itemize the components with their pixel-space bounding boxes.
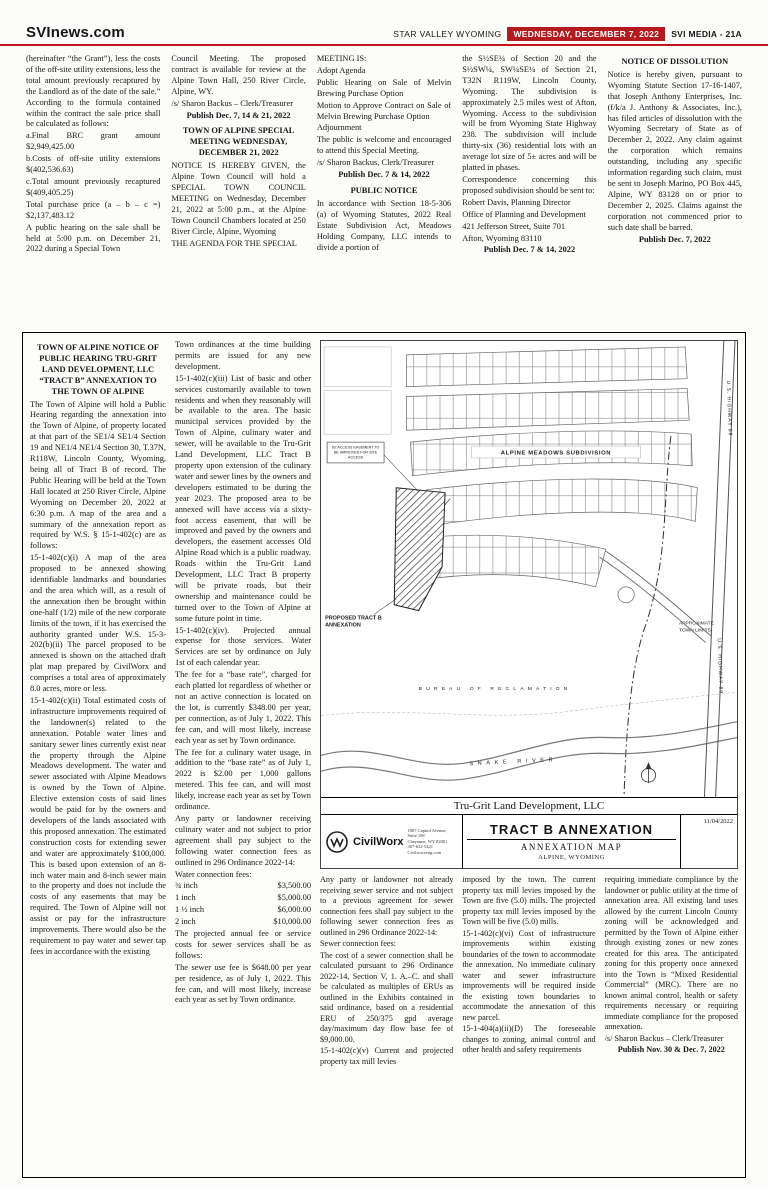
- paragraph: Robert Davis, Planning Director: [462, 197, 571, 207]
- snake-river-label: SNAKE RIVER: [469, 756, 558, 768]
- civilworx-address: [408, 828, 448, 856]
- annexation-right-area: [320, 340, 738, 1170]
- paragraph: Total purchase price (a – b – c =) $2,137,483.12: [26, 199, 161, 220]
- plat-map-svg: [321, 341, 737, 797]
- paragraph: NOTICE IS HEREBY GIVEN, the Alpine Town Council will hold a SPECIAL TOWN COUNCIL MEETING on Wednesday, December 21, 2022 at 5:00 p.m., at the Alpine Town Council Chambers located at 250 River Circle, Alpine, Wyoming: [171, 161, 306, 236]
- paragraph: Water connection fees:: [175, 869, 252, 879]
- cul-de-sac: [618, 587, 634, 603]
- paragraph: Public Hearing on Sale of Melvin Brewing Purchase Option: [316, 77, 452, 98]
- svg-text:60' ACCESS EASEMENT TO: 60' ACCESS EASEMENT TO: [331, 445, 380, 450]
- paragraph: 1807 Capitol Avenue,: [407, 827, 447, 833]
- context-parcels: [324, 347, 391, 434]
- map-sheet-title: TRACT B ANNEXATION: [467, 822, 676, 840]
- fee-row: ¾ inch $3,500.00: [175, 881, 311, 891]
- paragraph: MEETING IS:: [316, 54, 367, 63]
- notice-column-5: [608, 54, 742, 326]
- paragraph: 15-1-402(c)(i) A map of the area proposed to be annexed showing identifiable landmarks and boundaries and the area which will, as a result of the annexation then be brought within one-half (1/2) mile of the new corporate limits of the town, if it has exercised the authority granted under W.S. 15-3-202(b)(ii) The parcel proposed to be annexed is shown on the attached draft plat map prepared by CivilWorx and comprises a total area of approximately 8.0 acres, more or less.: [30, 553, 166, 694]
- site-name[interactable]: SVInews.com: [26, 24, 125, 41]
- civilworx-block: [321, 815, 463, 868]
- paragraph: Sewer connection fees:: [320, 939, 396, 948]
- paragraph: Council Meeting. The proposed contract is available for review at the Alpine Town Hall, 250 River Circle, Alpine, WY.: [171, 54, 306, 96]
- paragraph: Correspondence concerning this proposed subdivision should be sent to:: [462, 174, 597, 195]
- masthead-region: STAR VALLEY WYOMING: [393, 29, 502, 39]
- paragraph: 421 Jefferson Street, Suite 701: [462, 221, 566, 231]
- paragraph: The public is welcome and encouraged to attend this Special Meeting.: [316, 135, 452, 156]
- notice-heading: NOTICE OF DISSOLUTION: [621, 57, 729, 66]
- annexation-column-5: [605, 875, 738, 1170]
- notice-column-1: [26, 54, 160, 326]
- north-arrow-icon: [641, 762, 655, 783]
- tract-b-parcel: [394, 488, 445, 611]
- annexation-column-3: [320, 875, 453, 1170]
- paragraph: 15-1-404(a)(ii)(D) The foreseeable changes to zoning, animal control and other health and safety requirements: [462, 1024, 596, 1054]
- paragraph: Suite 108: [407, 833, 425, 839]
- masthead-right: [393, 27, 742, 41]
- fee-row: 2 inch $10,000.00: [175, 917, 311, 927]
- notice-heading: PUBLIC NOTICE: [350, 185, 418, 195]
- paragraph: 15-1-402(c)(ii) Total estimated costs of infrastructure improvements required of the landowner(s) related to the annexation. Potable water lines and sanitary sewer lines currently exist near the property through the Alpine Meadows development. The water and sewer associated with Alpine Meadows is owned by the Town of Alpine. Elective extension costs of said lines would be paid for by the owners and developers of the lands associated with this proposed annexation. The estimated construction costs for extending sewer and water are approximately $100,000. This is based upon extension of an 8-inch water main and 8-inch sewer main to the property and does not include the costs of any easements that may be required. The Town of Alpine will not assist or pay for the infrastructure improvements. There would also be the requirement to pay water and sewer tap fees in accordance with the existing: [30, 696, 166, 956]
- annexation-column-1: [30, 340, 166, 1170]
- map-sheet-subtitle: ANNEXATION MAP: [520, 842, 623, 852]
- paragraph: The fee for a “base rate”, charged for each platted lot regardless of whether or not an active connection is located on the lot, is currently $348.00 per year, per connection, as of July 1, 2022. This fee can, and will most likely, increase each year as set by Town ordinance.: [175, 670, 311, 745]
- paragraph: A public hearing on the sale shall be held at 5:00 p.m. on December 21, 2022 during a Special Town: [26, 222, 161, 254]
- easement-callout: [327, 442, 419, 492]
- paragraph: Adjournment: [316, 123, 362, 133]
- publish-line: Publish Dec. 7 & 14, 2022: [338, 170, 430, 180]
- paragraph: Motion to Approve Contract on Sale of Melvin Brewing Purchase Option: [316, 100, 452, 121]
- paragraph: /s/ Sharon Backus, Clerk/Treasurer: [316, 158, 435, 168]
- paragraph: (hereinafter “the Grant”), less the costs of the off-site utility extensions, less the total amount previously recaptured by the Landlord as of the date of the sale.” According to the formula contained within the contract the sale price shall be calculated as follows:: [26, 54, 161, 129]
- town-limits-label-line1: APPROXIMATE: [679, 621, 714, 627]
- tract-b-label-line2: ANNEXATION: [325, 622, 361, 629]
- paragraph: 15-1-402(c)(v) Current and projected property tax mill levies: [320, 1046, 454, 1066]
- map-sheet-title-cell: [463, 815, 681, 868]
- paragraph: The cost of a sewer connection shall be calculated pursuant to 296 Ordinance 2022-14, Section V, 1. A.–C. and shall be calculated as multiples of ERUs as outlined in the Exhibits contained in said ordinance, based on a residential ERU of 250/375 gpd average day/maximum day flow base fee of $9,000.00.: [320, 950, 454, 1044]
- notice-column-4: [462, 54, 596, 326]
- notice-column-2: [171, 54, 305, 326]
- fee-row: 1 inch $5,000.00: [175, 893, 311, 903]
- paragraph: The sewer use fee is $648.00 per year per residence, as of July 1, 2022. This fee can, and will most likely, increase each year as set by Town ordinance.: [175, 962, 311, 1005]
- subdivision-label: ALPINE MEADOWS SUBDIVISION: [500, 450, 612, 457]
- paragraph: /s/ Sharon Backus – Clerk/Treasurer: [604, 1033, 724, 1043]
- paragraph: the S½SE¼ of Section 20 and the S½SW¼, SW¼SE¼ of Section 21, T32N R119W, Lincoln County, Wyoming. The subdivision is approximately 2.5 miles west of Afton, Wyoming. Access to the subdivision will be from Wyoming State Highway 238. The subdivision will include thirty-six (36) residential lots with an average lot size of 5± acres and will be platted in phases.: [462, 54, 597, 173]
- notice-heading: TOWN OF ALPINE NOTICE OF PUBLIC HEARING TRU-GRIT LAND DEVELOPMENT, LLC “TRACT B” ANNEXATION TO THE TOWN OF ALPINE: [37, 343, 159, 396]
- civilworx-logo-icon: [325, 830, 349, 854]
- snake-river: [321, 722, 737, 781]
- paragraph: requiring immediate compliance by the landowner or public utility at the time of annexation area. All existing land uses allowed by the current Lincoln County zoning will be acknowledged and permitted by the Town of Alpine either through existing zones or new zones created for this area. The anticipated zoning for this property once annexed into the Town is “Mixed Residential Commercial” (MRC). There are no known animal control, health or safety requirements necessary or requiring immediate compliance for the proposed annexation.: [604, 875, 738, 1031]
- paragraph: imposed by the town. The current property tax mill levies imposed by the Town are five (5.0) mills. The projected property tax mill levies imposed by the Town will be five (5.0) mills.: [462, 875, 596, 926]
- highway-label-bottom: U.S. HIGHWAY 89: [715, 638, 724, 695]
- map-title-block: [321, 814, 737, 868]
- civilworx-wordmark: CivilWorx: [353, 835, 404, 848]
- map-sheet-date: 11/04/2022: [703, 818, 733, 825]
- paragraph: In accordance with Section 18-5-306 (a) of Wyoming Statutes, 2022 Real Estate Subdivision Act, Meadows Holding Company, LLC intends to divide a portion of: [316, 198, 452, 252]
- paragraph: a.Final BRC grant amount $2,949,425.00: [26, 131, 161, 152]
- paragraph: The Town of Alpine will hold a Public Hearing regarding the annexation into the Town of Alpine, of property located at that part of the SE1/4 SE1/4 Section 19 and NE1/4 NE1/4 Section 30, T.37N, R118W, Lincoln County, Wyoming, being all of Tract B of record. The Public Hearing will be held at the Town Hall located at 250 River Circle, Alpine Wyoming on December 20, 2022 at 6:30 p.m. A map of the area and a summary of the annexation report as required by W.S. § 15-1-402(c) are as follows:: [30, 399, 166, 551]
- paragraph: Cheyenne, WY 82001: [407, 838, 448, 844]
- paragraph: Afton, Wyoming 83110: [462, 233, 542, 243]
- paragraph: 15-1-402(c)(vi) Cost of infrastructure improvements within existing boundaries of the town to accommodate the annexation. No immediate culinary water and sewer infrastructure improvements will be required inside the existing town boundaries to accommodate the annexation of this new parcel.: [462, 928, 596, 1022]
- annexation-bottom-columns: [320, 869, 738, 1170]
- annexation-column-4: [462, 875, 595, 1170]
- legal-notices-section: [0, 46, 768, 326]
- tract-b-label-line1: PROPOSED TRACT B: [325, 615, 382, 622]
- paragraph: c.Total amount previously recaptured $(409,405.25): [26, 176, 161, 197]
- paragraph: /s/ Sharon Backus – Clerk/Treasurer: [171, 98, 293, 108]
- publish-line: Publish Dec. 7 & 14, 2022: [483, 245, 576, 255]
- map-sheet-date-cell: [681, 815, 737, 868]
- masthead-date-badge: WEDNESDAY, DECEMBER 7, 2022: [507, 27, 665, 41]
- annexation-column-2: [175, 340, 311, 1170]
- paragraph: THE AGENDA FOR THE SPECIAL: [171, 238, 297, 248]
- paragraph: Adopt Agenda: [316, 65, 366, 75]
- annexation-map: [320, 340, 738, 869]
- alpine-meadows-subdivision: [406, 347, 697, 587]
- paragraph: Civilworxeng.com: [407, 849, 442, 855]
- masthead-page-id: SVI MEDIA - 21A: [671, 29, 742, 39]
- paragraph: Any party or landowner receiving culinary water and not subject to prior agreement shall pay subject to the following water connection fees as outlined in 296 Ordinance 2022-14:: [175, 813, 311, 867]
- publish-line: Publish Dec. 7, 2022: [638, 234, 711, 244]
- notice-heading: TOWN OF ALPINE SPECIAL MEETING WEDNESDAY, DECEMBER 21, 2022: [182, 126, 295, 158]
- svg-text:ACCESS: ACCESS: [348, 455, 364, 460]
- annexation-notice-box: [22, 332, 746, 1178]
- contour-line: [321, 692, 737, 716]
- map-sheet-location: ALPINE, WYOMING: [538, 854, 605, 861]
- paragraph: Office of Planning and Development: [462, 209, 586, 219]
- paragraph: Town ordinances at the time building permits are issued for any new development.: [175, 340, 311, 371]
- paragraph: 15-1-402(c)(iv). Projected annual expense for those services. Water Services are set by ordinance on July 1st of each calendar year.: [175, 625, 311, 668]
- notice-column-3: [317, 54, 451, 326]
- publish-line: Publish Dec. 7, 14 & 21, 2022: [186, 110, 291, 120]
- paragraph: Any party or landowner not already receiving sewer service and not subject to a previous agreement for sewer connection fees shall pay subject to the following sewer connection fees as outlined in 296 Ordinance 2022-14:: [320, 875, 454, 937]
- paragraph: 15-1-402(c)(iii) List of basic and other services customarily available to town residents and when they reasonably will be available to the area. The basic municipal services provided by the Town of Alpine, culinary water and sewer, will be available to the Tru-Grit Land Development, LLC Tract B property upon extension of the culinary water and sewer lines by the owners and developers estimated to be during the year 2023. The proposed area to be annexed will have access via a sixty-foot access easement, that will be improved and paved by the owners and developers, the easement accesses Old Alpine Road which is a public roadway. Roads within the Tru-Grit Land Development, LLC Tract B property will be private roads, but their ownership and maintenance could be turned over to the Town of Alpine at some future point in time.: [175, 373, 311, 623]
- map-title-bar: Tru-Grit Land Development, LLC: [321, 797, 737, 814]
- bureau-label: BUREAU OF RECLAMATION: [418, 685, 572, 692]
- paragraph: 307-632-5421: [407, 844, 434, 850]
- masthead: [0, 0, 768, 46]
- paragraph: b.Costs of off-site utility extensions $(402,536.63): [26, 154, 161, 175]
- paragraph: The fee for a culinary water usage, in addition to the “base rate” as of July 1, 2022 is $2.00 per 1,000 gallons metered. This fee can, and will most likely, increase each year as set by Town ordinance.: [175, 747, 311, 812]
- publish-line: Publish Nov. 30 & Dec. 7, 2022: [617, 1045, 725, 1054]
- paragraph: Notice is hereby given, pursuant to Wyoming Statute Section 17-16-1407, that Joseph Anthony Enterprises, Inc. (f/k/a J. Anthony & Associates, Inc.), has filed articles of dissolution with the Wyoming Secretary of State as of December 2, 2022. Any claim against the corporation which remains outstanding, including any specific information regarding such claim, must be sent to Joseph Marino, PO Box 445, Alpine, WY 83128 on or prior to December 2, 2025. Claims against the corporation not commenced prior to such date shall be barred.: [607, 69, 743, 232]
- paragraph: The projected annual fee or service costs for sewer services shall be as follows:: [175, 929, 311, 960]
- fee-row: 1 ½ inch $6,000.00: [175, 905, 311, 915]
- highway-label-top: U.S. HIGHWAY 89: [724, 380, 733, 437]
- svg-text:BE IMPROVED FOR SITE: BE IMPROVED FOR SITE: [333, 450, 378, 455]
- tract-b-leader: [374, 599, 396, 615]
- town-limits-label-line2: TOWN LIMITS: [679, 628, 711, 634]
